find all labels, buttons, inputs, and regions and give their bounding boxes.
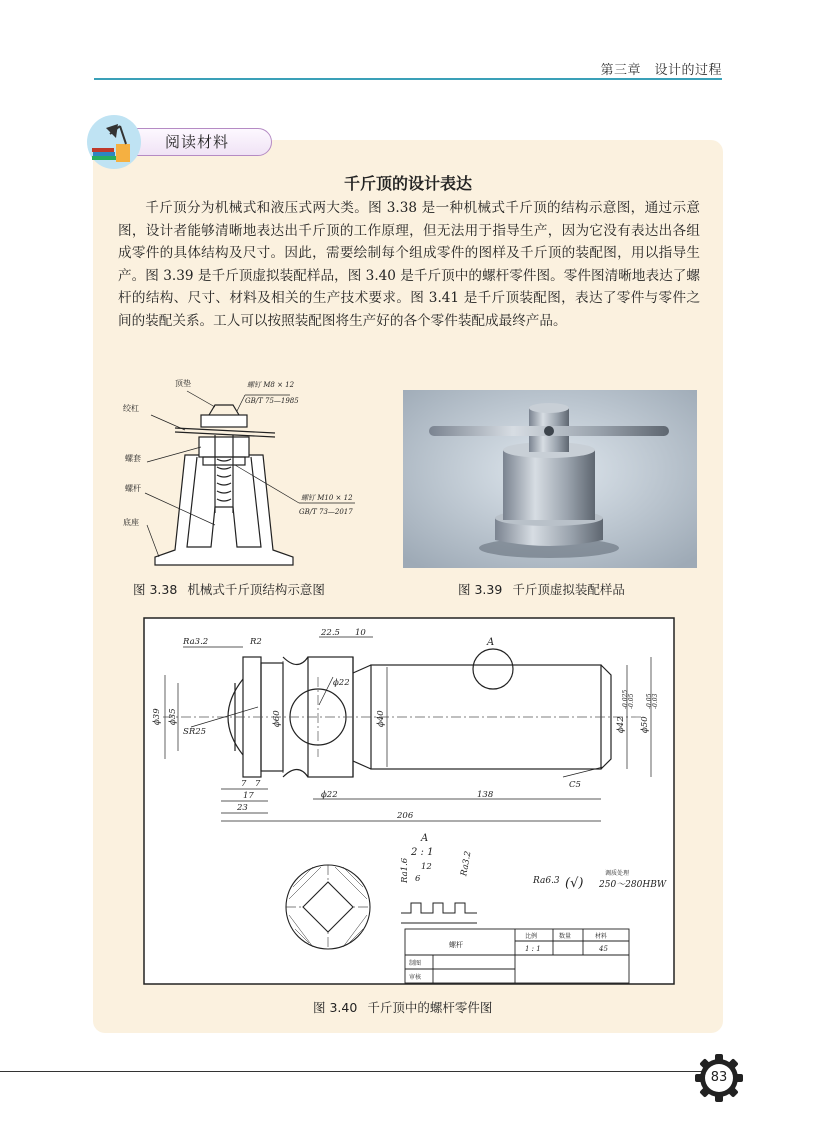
title-block-qty-label: 数量 (559, 933, 572, 940)
title-block-checked: 审核 (409, 974, 422, 981)
label-screw-m8: 螺钉 M8 × 12 (247, 381, 295, 389)
dim-22-5: 22.5 (321, 628, 340, 638)
roughness-value: Ra6.3 (533, 876, 560, 886)
article-paragraph: 千斤顶分为机械式和液压式两大类。图 3.38 是一种机械式千斤顶的结构示意图，通过示意图，设计者能够清晰地表达出千斤顶的工作原理，但无法用于指导生产，因为它没有表达出各组成零件的具体结构及尺寸。因此，需要绘制每个组成零件的图样及千斤顶的装配图，用以指导生产。图 3.39 是千斤顶虚拟装配样品，图 3.40 是千斤顶中的螺杆零件图。零件图清晰地表达了螺杆的结构、尺寸、材料及相关的生产技术要求。图 3.41 是千斤顶装配图，表达了零件与零件之间的装配关系。工人可以按照装配图将生产好的各个零件装配成最终产品。 (118, 200, 700, 329)
label-bar: 绞杠 (123, 404, 139, 413)
dim-phi39: ϕ39 (152, 708, 162, 725)
detail-a-label: A (421, 833, 429, 844)
header-rule (94, 78, 722, 80)
dim-phi40: ϕ40 (376, 710, 386, 727)
dim-sr25: SR25 (183, 727, 207, 737)
detail-scale: 2 : 1 (411, 847, 434, 858)
detail-ra16: Ra1.6 (400, 857, 410, 883)
label-screw-rod: 螺杆 (125, 484, 141, 493)
roughness-paren: (√) (565, 876, 584, 891)
dim-7a: 7 (241, 779, 247, 789)
label-screw-m8-std: GB/T 75—1985 (245, 397, 299, 405)
dim-206: 206 (397, 811, 414, 821)
figure-3-38-caption (133, 580, 325, 598)
figure-3-40-caption-text: 千斤顶中的螺杆零件图 (367, 1000, 493, 1015)
dim-phi60: ϕ60 (272, 710, 282, 727)
figure-3-38-number: 图 3.38 (133, 582, 178, 597)
figure-3-39-number: 图 3.39 (458, 582, 503, 597)
title-block-scale-label: 比例 (525, 933, 538, 940)
label-screw-m10-std: GB/T 73—2017 (299, 508, 353, 516)
detail-6: 6 (415, 874, 421, 884)
dim-ra32-left: Ra3.2 (183, 637, 209, 647)
figure-3-40-drawing (143, 617, 675, 985)
label-base: 底座 (123, 518, 139, 527)
dim-phi50-tol-upper: -0.05 (646, 693, 653, 709)
dim-phi35: ϕ35 (168, 708, 178, 725)
dim-phi42-tol-lower: -0.05 (628, 693, 635, 709)
label-top-pad: 顶垫 (175, 379, 191, 388)
page-number: 83 (710, 1070, 728, 1085)
dim-phi22-bottom: ϕ22 (321, 790, 338, 800)
figure-3-38-caption-text: 机械式千斤顶结构示意图 (187, 582, 325, 597)
figure-3-40-caption (313, 998, 492, 1016)
dim-phi22-top: ϕ22 (333, 678, 350, 688)
dim-10: 10 (355, 628, 366, 638)
title-block-drawn: 制图 (409, 960, 422, 967)
detail-ra32: Ra3.2 (459, 850, 474, 877)
reading-lamp-icon (80, 114, 144, 170)
dim-phi42-tol-upper: -0.025 (622, 689, 629, 709)
dim-phi50-tol-lower: -0.03 (652, 693, 659, 709)
dim-138: 138 (477, 790, 494, 800)
title-block-scale-value: 1 : 1 (525, 945, 541, 953)
dim-phi50: ϕ50 (640, 716, 650, 733)
article-title: 千斤顶的设计表达 (343, 174, 472, 193)
dim-23: 23 (237, 803, 248, 813)
dim-17: 17 (243, 791, 254, 801)
title-block-material-label: 材料 (595, 933, 608, 940)
dim-7b: 7 (255, 779, 261, 789)
detail-12: 12 (421, 862, 432, 872)
footer-rule (0, 1071, 706, 1072)
label-screw-m10: 螺钉 M10 × 12 (301, 494, 353, 502)
title-block-material-value: 45 (599, 945, 608, 953)
label-a: A (487, 637, 495, 648)
figure-3-39-caption-text: 千斤顶虚拟装配样品 (512, 582, 625, 597)
dim-r2: R2 (250, 637, 262, 647)
figure-3-38-schematic (115, 375, 375, 575)
dim-phi42: ϕ42 (616, 716, 626, 733)
reading-badge-label: 阅读材料 (165, 133, 230, 151)
heat-treatment-label: 调质处理 (605, 870, 630, 877)
heat-treatment-value: 250～280HBW (599, 880, 667, 890)
title-block-part: 螺杆 (449, 941, 463, 949)
figure-3-39-image (403, 390, 697, 568)
figure-3-40-number: 图 3.40 (313, 1000, 358, 1015)
chapter-header: 第三章 设计的过程 (600, 63, 722, 78)
label-nut: 螺套 (125, 454, 141, 463)
figure-3-39-caption (458, 580, 625, 598)
dim-c5: C5 (569, 780, 581, 790)
